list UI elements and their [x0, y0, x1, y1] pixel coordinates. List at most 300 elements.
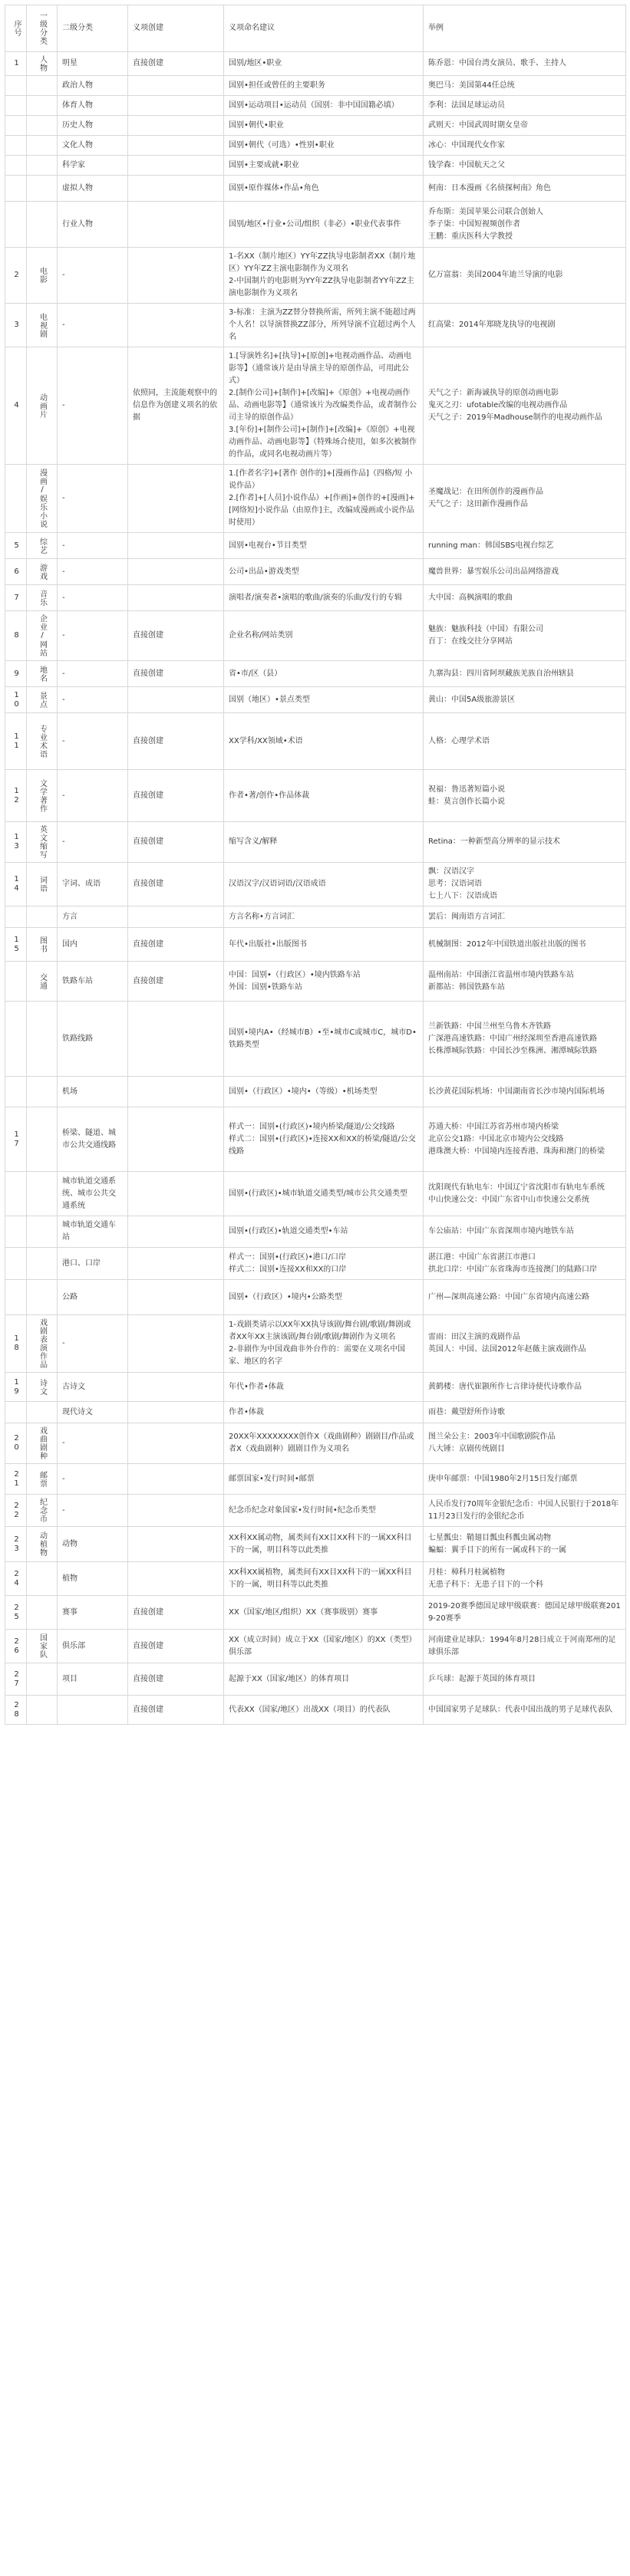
cell-example — [424, 1216, 626, 1248]
cell-example — [424, 533, 626, 559]
cell-naming-text: 国别•主要成就•职业 — [229, 160, 299, 169]
cell-naming-text: 国别•朝代•职业 — [229, 120, 284, 130]
cell-no — [5, 176, 27, 202]
cell-level2 — [58, 1630, 128, 1663]
table-row — [5, 1172, 626, 1216]
cell-level2-text: 城市轨道交通车站 — [62, 1221, 116, 1242]
cell-level2 — [58, 1172, 128, 1216]
cell-level2-text: 体育人物 — [62, 100, 93, 110]
cell-level2 — [58, 906, 128, 928]
cell-example — [424, 52, 626, 76]
cell-example-text: 奥巴马：美国第44任总统 — [428, 81, 515, 90]
table-row — [5, 1315, 626, 1373]
cell-level2 — [58, 611, 128, 661]
cell-example-text: running man：韩国SBS电视台综艺 — [428, 541, 554, 550]
cell-level2 — [58, 248, 128, 304]
cell-creation-text: 直接创建 — [133, 736, 163, 745]
cell-example-text: 黄山：中国5A级旅游景区 — [428, 695, 516, 704]
cell-creation-text: 直接创建 — [133, 1641, 163, 1650]
cell-level2-text: 文化人物 — [62, 140, 93, 150]
cell-level1-text: 电影 — [38, 267, 47, 284]
cell-level2-text: 机场 — [62, 1087, 78, 1096]
cell-example — [424, 1495, 626, 1527]
cell-example — [424, 661, 626, 687]
cell-example-text: 车公庙站：中国广东省深圳市境内地铁车站 — [428, 1227, 574, 1235]
cell-naming — [224, 116, 424, 136]
cell-level2 — [58, 1527, 128, 1562]
cell-naming — [224, 76, 424, 96]
cell-no — [5, 585, 27, 611]
cell-naming-text: 起源于XX（国家/地区）的体育项目 — [229, 1674, 350, 1683]
cell-level2 — [58, 465, 128, 533]
cell-level2-text: - — [62, 736, 65, 745]
cell-creation — [128, 347, 224, 465]
cell-example-text: 湛江港：中国广东省湛江市港口 拱北口岸：中国广东省珠海市连接澳门的陆路口岸 — [428, 1252, 597, 1274]
cell-example — [424, 347, 626, 465]
table-row — [5, 559, 626, 585]
table-row — [5, 76, 626, 96]
cell-no-text: 27 — [12, 1670, 21, 1689]
cell-level2 — [58, 822, 128, 863]
table-row — [5, 533, 626, 559]
cell-level2 — [58, 585, 128, 611]
header-no: 序号 — [5, 5, 27, 52]
cell-naming-text: 样式一：国别•(行政区)•境内桥梁/隧道/公交线路 样式二：国别•(行政区)•连接XX和XX的桥梁/隧道/公交线路 — [229, 1122, 416, 1156]
cell-level2-text: 科学家 — [62, 160, 85, 169]
cell-level2-text: - — [62, 1474, 65, 1483]
cell-example-text: 柯南：日本漫画《名侦探柯南》角色 — [428, 183, 551, 192]
cell-creation — [128, 661, 224, 687]
cell-level2-text: - — [62, 321, 65, 329]
cell-level1-text: 交通 — [38, 972, 47, 990]
header-example: 举例 — [424, 5, 626, 52]
cell-level2 — [58, 863, 128, 906]
cell-level2-text: - — [62, 567, 65, 576]
cell-example — [424, 1315, 626, 1373]
cell-no — [5, 1002, 27, 1077]
cell-no — [5, 465, 27, 533]
cell-no — [5, 962, 27, 1002]
cell-creation-text: 直接创建 — [133, 791, 163, 800]
cell-no — [5, 136, 27, 156]
table-row — [5, 1495, 626, 1527]
cell-no-text: 12 — [12, 786, 21, 805]
cell-naming — [224, 1663, 424, 1696]
cell-level2 — [58, 1402, 128, 1423]
cell-no-text: 2 — [12, 271, 21, 280]
cell-no — [5, 1216, 27, 1248]
cell-example-text: Retina：一种新型高分辨率的显示技术 — [428, 837, 560, 846]
cell-level2 — [58, 1077, 128, 1107]
cell-example-text: 飘：汉语汉字 思考：汉语词语 七上八下：汉语成语 — [428, 867, 497, 900]
cell-creation — [128, 52, 224, 76]
cell-no — [5, 116, 27, 136]
cell-example — [424, 96, 626, 116]
cell-example-text: 祝福：鲁迅著短篇小说 蛙：莫言创作长篇小说 — [428, 785, 505, 806]
cell-level1-text: 专业术语 — [38, 724, 47, 758]
cell-naming — [224, 770, 424, 822]
cell-no — [5, 863, 27, 906]
cell-creation — [128, 863, 224, 906]
cell-level1 — [27, 465, 58, 533]
cell-creation — [128, 1464, 224, 1495]
cell-example-text: 罢后：闽南语方言词汇 — [428, 912, 505, 921]
cell-example-text: 魔兽世界：暴雪娱乐公司出品网络游戏 — [428, 567, 559, 576]
cell-creation-text: 直接创建 — [133, 976, 163, 985]
table-row — [5, 1107, 626, 1172]
cell-naming-text: 年代•出版社•出版图书 — [229, 939, 307, 949]
cell-level2-text: 行业人物 — [62, 219, 93, 229]
cell-no — [5, 1107, 27, 1172]
cell-naming — [224, 928, 424, 962]
cell-example-text: 苏通大桥：中国江苏省苏州市境内桥梁 北京公交1路：中国北京市境内公交线路 港珠澳大桥：中国境内连接香港、珠海和澳门的桥梁 — [428, 1122, 605, 1156]
cell-level1 — [27, 713, 58, 770]
cell-naming-text: 国别•境内A•（经城市B）•至•城市C或城市C，城市D•铁路类型 — [229, 1028, 417, 1049]
cell-naming — [224, 1696, 424, 1725]
cell-creation — [128, 1423, 224, 1464]
cell-naming-text: XX科XX属动物，属类间有XX目XX科下的一属XX科目下的一属，明目科等以此类推 — [229, 1533, 412, 1554]
cell-level2-text: 现代诗文 — [62, 1407, 93, 1416]
cell-naming — [224, 863, 424, 906]
cell-no — [5, 1562, 27, 1596]
cell-no — [5, 1280, 27, 1315]
cell-creation — [128, 1077, 224, 1107]
cell-example — [424, 1172, 626, 1216]
cell-creation — [128, 713, 224, 770]
cell-level2 — [58, 1248, 128, 1280]
cell-naming-text: 1.[作者名字]+[著作 创作的]+[漫画作品]（四格/短 小说作品） 2.[作者]+[人员]小说作品）+[作画]+创作的+[漫画]+[网络短]小说作品（由原作]主，改编成漫画或小说作品时使用） — [229, 469, 415, 527]
cell-level2 — [58, 116, 128, 136]
cell-example — [424, 1280, 626, 1315]
cell-level2 — [58, 1107, 128, 1172]
naming-guide-table — [5, 5, 626, 1725]
cell-creation-text: 直接创建 — [133, 1705, 163, 1714]
cell-creation — [128, 533, 224, 559]
cell-no-text: 13 — [12, 833, 21, 851]
cell-level1-text: 动植物 — [38, 1531, 47, 1557]
cell-creation — [128, 559, 224, 585]
cell-level1 — [27, 1596, 58, 1630]
cell-creation — [128, 1527, 224, 1562]
cell-example — [424, 1423, 626, 1464]
cell-naming-text: XX（成立时间）成立于XX（国家/地区）的XX（类型）俱乐部 — [229, 1635, 417, 1656]
cell-example-text: 兰新铁路：中国兰州至乌鲁木齐铁路 广深港高速铁路：中国广州经深圳至香港高速铁路 长株潭城际铁路：中国长沙至株洲、湘潭城际铁路 — [428, 1022, 597, 1055]
table-row — [5, 202, 626, 248]
cell-level2-text: - — [62, 669, 65, 678]
cell-naming — [224, 1495, 424, 1527]
table-row — [5, 304, 626, 347]
cell-naming-text: 国别•(行政区)•轨道交通类型•车站 — [229, 1227, 348, 1235]
cell-level1-text: 国家队 — [38, 1633, 47, 1659]
cell-level1 — [27, 1663, 58, 1696]
cell-example — [424, 465, 626, 533]
cell-creation — [128, 1596, 224, 1630]
cell-naming-text: XX（国家/地区/组织）XX（赛事级别）赛事 — [229, 1607, 378, 1617]
cell-no-text: 18 — [12, 1334, 21, 1353]
cell-example — [424, 770, 626, 822]
cell-level1 — [27, 661, 58, 687]
cell-example — [424, 1527, 626, 1562]
cell-level1 — [27, 928, 58, 962]
table-row — [5, 1562, 626, 1596]
cell-level1 — [27, 1402, 58, 1423]
cell-creation — [128, 1562, 224, 1596]
table-row — [5, 465, 626, 533]
cell-example-text: 亿万富翁：美国2004年迪兰导演的电影 — [428, 271, 563, 279]
cell-naming-text: 缩写含义/解释 — [229, 837, 278, 846]
cell-level1 — [27, 1107, 58, 1172]
cell-level2 — [58, 1495, 128, 1527]
cell-no — [5, 248, 27, 304]
cell-level1 — [27, 1464, 58, 1495]
cell-naming-text: 作者•体裁 — [229, 1407, 264, 1416]
cell-level2 — [58, 962, 128, 1002]
table-row — [5, 136, 626, 156]
cell-example — [424, 1248, 626, 1280]
cell-no — [5, 713, 27, 770]
cell-example — [424, 304, 626, 347]
cell-level1-text: 邮票 — [38, 1470, 47, 1488]
page — [0, 5, 630, 2576]
cell-creation — [128, 1373, 224, 1402]
cell-no — [5, 1527, 27, 1562]
cell-creation-text: 直接创建 — [133, 1674, 163, 1683]
cell-no — [5, 661, 27, 687]
header-naming: 义项命名建议 — [224, 5, 424, 52]
cell-level2-text: 动物 — [62, 1539, 78, 1548]
cell-no-text: 14 — [12, 875, 21, 893]
cell-level2-text: - — [62, 1439, 65, 1447]
cell-naming-text: 代表XX（国家/地区）出战XX（项目）的代表队 — [229, 1705, 391, 1714]
cell-level1 — [27, 347, 58, 465]
cell-creation — [128, 156, 224, 176]
table-row — [5, 906, 626, 928]
cell-level2 — [58, 1696, 128, 1725]
cell-naming-text: 中国：国别•（行政区）•境内铁路车站 外国：国别•铁路车站 — [229, 970, 361, 992]
cell-level2 — [58, 1315, 128, 1373]
cell-level2 — [58, 1423, 128, 1464]
cell-example-text: 沈阳现代有轨电车：中国辽宁省沈阳市有轨电车系统 中山快速公交：中国广东省中山市快速公交系统 — [428, 1183, 605, 1204]
cell-example — [424, 1663, 626, 1696]
cell-no — [5, 1315, 27, 1373]
cell-naming — [224, 687, 424, 713]
cell-level1-text: 文学著作 — [38, 778, 47, 813]
cell-naming — [224, 1172, 424, 1216]
cell-naming — [224, 1248, 424, 1280]
cell-example-text: 圣魔战记：在田所创作的漫画作品 天气之子：这田新作漫画作品 — [428, 488, 543, 508]
cell-example — [424, 1373, 626, 1402]
cell-level1-text: 音乐 — [38, 589, 47, 607]
cell-no — [5, 1464, 27, 1495]
table-row — [5, 661, 626, 687]
cell-level1 — [27, 1630, 58, 1663]
cell-level2 — [58, 928, 128, 962]
cell-naming-text: 20XX年XXXXXXXX创作X（戏曲剧种）剧剧目/作品或者X（戏曲剧种）剧剧目作为义项名 — [229, 1433, 414, 1453]
cell-level2-text: 项目 — [62, 1674, 78, 1683]
cell-naming — [224, 202, 424, 248]
cell-creation — [128, 1002, 224, 1077]
cell-naming — [224, 559, 424, 585]
cell-creation — [128, 1663, 224, 1696]
cell-level1 — [27, 906, 58, 928]
cell-no-text: 20 — [12, 1434, 21, 1452]
cell-no — [5, 611, 27, 661]
cell-level2-text: - — [62, 541, 65, 550]
cell-example-text: 图兰朵公主：2003年中国歌剧院作品 八大锤：京剧传统剧目 — [428, 1433, 556, 1453]
cell-example — [424, 136, 626, 156]
cell-no — [5, 52, 27, 76]
cell-no-text: 17 — [12, 1130, 21, 1149]
cell-no — [5, 1630, 27, 1663]
cell-naming-text: 年代•作者•体裁 — [229, 1382, 284, 1391]
cell-creation — [128, 116, 224, 136]
header-creation: 义项创建 — [128, 5, 224, 52]
cell-naming — [224, 611, 424, 661]
cell-no-text: 3 — [12, 321, 21, 330]
cell-naming — [224, 1464, 424, 1495]
cell-no-text: 25 — [12, 1603, 21, 1622]
cell-no-text: 15 — [12, 935, 21, 954]
cell-no-text: 28 — [12, 1700, 21, 1719]
cell-naming — [224, 347, 424, 465]
cell-example-text: 天气之子：新海诚执导的原创动画电影 鬼灭之刃：ufotable改编的电视动画作品 天气之子：2019年Madhouse制作的电视动画作品 — [428, 389, 602, 422]
cell-creation-text: 直接创建 — [133, 59, 163, 67]
cell-example — [424, 1562, 626, 1596]
cell-example — [424, 928, 626, 962]
cell-naming — [224, 1315, 424, 1373]
cell-level2 — [58, 770, 128, 822]
cell-level1 — [27, 822, 58, 863]
cell-naming-text: 样式一：国别•(行政区)•港口/口岸 样式二：国别•连接XX和XX的口岸 — [229, 1252, 347, 1274]
table-row — [5, 928, 626, 962]
cell-example — [424, 1107, 626, 1172]
table-row — [5, 770, 626, 822]
cell-level2 — [58, 1464, 128, 1495]
cell-no-text: 19 — [12, 1377, 21, 1397]
cell-naming — [224, 156, 424, 176]
table-row — [5, 1423, 626, 1464]
cell-naming-text: 1.[导演姓名]+[执导]+[原创]+电视动画作品、动画电影等】（通常该片是由导演主导的原创作品，可用此公式） 2.[制作公司]+[制作]+[改编]+《原创》+电视动画作品、动画电影等】（通常该片为改编类作品，或者制作公司主导的原创作品） 3.[年份]+[制作公司]+[制作]+[改编]+《原创》+电视动画作品、动画电影等】（特殊场合使用，如多次被制作的作品，或同名电视动画片等） — [229, 352, 417, 459]
cell-level1 — [27, 770, 58, 822]
cell-naming-text: 国别•担任或曾任的主要职务 — [229, 81, 325, 90]
cell-no — [5, 304, 27, 347]
table-row — [5, 1373, 626, 1402]
table-row — [5, 1248, 626, 1280]
table-row — [5, 1696, 626, 1725]
table-row — [5, 1077, 626, 1107]
cell-example-text: 李利：法国足球运动员 — [428, 100, 505, 110]
cell-no — [5, 202, 27, 248]
cell-no — [5, 1402, 27, 1423]
cell-level2-text: 铁路线路 — [62, 1034, 93, 1043]
cell-example-text: 武则天：中国武周时期女皇帝 — [428, 120, 528, 130]
cell-naming — [224, 962, 424, 1002]
cell-level1-text: 地名 — [38, 665, 47, 683]
cell-example-text: 九寨沟县：四川省阿坝藏族羌族自治州辖县 — [428, 669, 574, 678]
cell-level2-text: - — [62, 1339, 65, 1347]
cell-creation — [128, 136, 224, 156]
cell-naming — [224, 1596, 424, 1630]
cell-naming — [224, 1630, 424, 1663]
cell-level2-text: - — [62, 695, 65, 704]
cell-creation — [128, 1107, 224, 1172]
cell-level2-text: 植物 — [62, 1574, 78, 1583]
cell-creation — [128, 1216, 224, 1248]
cell-no-text: 4 — [12, 401, 21, 410]
cell-level1 — [27, 1562, 58, 1596]
cell-naming-text: 国别•（行政区）•境内•公路类型 — [229, 1292, 342, 1301]
cell-naming — [224, 1423, 424, 1464]
cell-no — [5, 687, 27, 713]
table-row — [5, 248, 626, 304]
cell-level2 — [58, 533, 128, 559]
table-row — [5, 1464, 626, 1495]
cell-level2 — [58, 156, 128, 176]
cell-level2-text: - — [62, 593, 65, 602]
cell-naming — [224, 176, 424, 202]
cell-creation — [128, 248, 224, 304]
header-level1: 一级分类 — [27, 5, 58, 52]
cell-level2-text: 港口、口岸 — [62, 1258, 101, 1268]
cell-example — [424, 822, 626, 863]
cell-naming-text: 演唱者/演奏者•演唱的歌曲/演奏的乐曲/发行的专辑 — [229, 593, 403, 602]
header-level2: 二级分类 — [58, 5, 128, 52]
cell-level1 — [27, 1172, 58, 1216]
cell-example — [424, 202, 626, 248]
cell-example — [424, 156, 626, 176]
cell-example-text: 庚申年邮票：中国1980年2月15日发行邮票 — [428, 1474, 578, 1483]
cell-example-text: 红高粱：2014年郑晓龙执导的电视剧 — [428, 321, 556, 329]
cell-level1 — [27, 52, 58, 76]
cell-creation — [128, 1696, 224, 1725]
cell-example-text: 中国国家男子足球队：代表中国出战的男子足球代表队 — [428, 1705, 612, 1714]
cell-level2 — [58, 96, 128, 116]
cell-level1-text: 戏曲剧种 — [38, 1426, 47, 1460]
cell-level1 — [27, 559, 58, 585]
cell-naming-text: XX学科/XX领域•术语 — [229, 736, 303, 745]
cell-level2-text: - — [62, 401, 65, 410]
cell-example — [424, 559, 626, 585]
cell-naming-text: 国别/地区•行业•公司/组织（非必）•职业代表事件 — [229, 219, 401, 229]
cell-naming-text: 国别（地区）•景点类型 — [229, 695, 310, 704]
cell-no-text: 26 — [12, 1637, 21, 1656]
cell-level2-text: 虚拟人物 — [62, 183, 93, 192]
cell-naming-text: 国别•朝代（可选）•性别•职业 — [229, 140, 335, 150]
cell-level2-text: - — [62, 494, 65, 502]
cell-no — [5, 347, 27, 465]
cell-no — [5, 1663, 27, 1696]
cell-creation — [128, 1280, 224, 1315]
table-row — [5, 1002, 626, 1077]
cell-level2-text: - — [62, 271, 65, 279]
cell-naming-text: 3-标准：主演为ZZ替分替换所需，所列主演不能超过两个人名！以导演替换ZZ部分，所列导演不宜超过两个人名 — [229, 308, 416, 341]
cell-level1 — [27, 611, 58, 661]
cell-level2 — [58, 347, 128, 465]
cell-level1 — [27, 687, 58, 713]
cell-level1 — [27, 156, 58, 176]
cell-example — [424, 906, 626, 928]
cell-level1-text: 综艺 — [38, 537, 47, 554]
cell-naming-text: 国别•(行政区)•城市轨道交通类型/城市公共交通类型 — [229, 1189, 407, 1198]
cell-level1-text: 电视剧 — [38, 312, 47, 338]
cell-no-text: 22 — [12, 1501, 21, 1520]
cell-naming — [224, 96, 424, 116]
table-row — [5, 611, 626, 661]
cell-no — [5, 559, 27, 585]
cell-naming-text: 国别•运动项目•运动员（国别：非中国国籍必填） — [229, 100, 399, 110]
table-row — [5, 863, 626, 906]
cell-no — [5, 533, 27, 559]
